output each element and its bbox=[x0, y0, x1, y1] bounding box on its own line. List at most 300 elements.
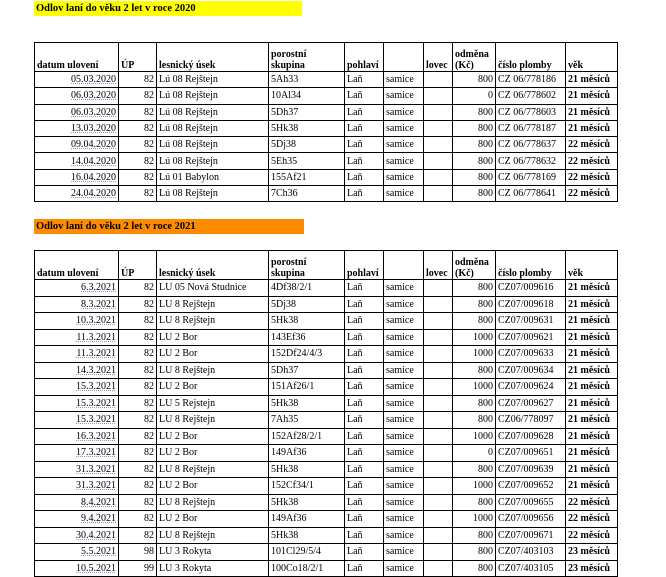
cell-pohlavi: Laň bbox=[345, 88, 384, 104]
table-row bbox=[35, 280, 618, 297]
cell-up: 82 bbox=[119, 120, 157, 136]
table-row bbox=[35, 412, 618, 429]
cell-datum: 15.3.2021 bbox=[35, 395, 119, 412]
cell-odmena: 0 bbox=[453, 88, 496, 104]
cell-up: 82 bbox=[119, 137, 157, 153]
cell-sex: samice bbox=[384, 313, 424, 330]
cell-vek: 21 měsíců bbox=[566, 412, 618, 429]
cell-up: 82 bbox=[119, 169, 157, 185]
cell-plomba: CZ07/009633 bbox=[496, 346, 566, 363]
cell-usek: LU 8 Rejštejn bbox=[157, 362, 269, 379]
cell-usek: LU 8 Rejštejn bbox=[157, 494, 269, 511]
cell-skupina: 7Ch36 bbox=[269, 186, 345, 202]
col-plomba: číslo plomby bbox=[496, 251, 566, 280]
table-row bbox=[35, 560, 618, 577]
cell-pohlavi: Laň bbox=[345, 153, 384, 169]
cell-datum: 14.04.2020 bbox=[35, 153, 119, 169]
cell-vek: 22 měsíců bbox=[566, 494, 618, 511]
cell-datum: 6.3.2021 bbox=[35, 280, 119, 297]
cell-vek: 22 měsíců bbox=[566, 169, 618, 185]
cell-sex: samice bbox=[384, 478, 424, 495]
col-pohlavi: pohlaví bbox=[345, 251, 384, 280]
cell-datum: 8.3.2021 bbox=[35, 296, 119, 313]
col-up: ÚP bbox=[119, 43, 157, 72]
cell-sex: samice bbox=[384, 346, 424, 363]
cell-skupina: 10Al34 bbox=[269, 88, 345, 104]
cell-vek: 21 měsíců bbox=[566, 313, 618, 330]
cell-up: 82 bbox=[119, 527, 157, 544]
cell-lovec bbox=[424, 379, 453, 396]
cell-lovec bbox=[424, 478, 453, 495]
cell-sex: samice bbox=[384, 104, 424, 120]
cell-up: 82 bbox=[119, 104, 157, 120]
cell-odmena: 800 bbox=[453, 395, 496, 412]
cell-odmena: 1000 bbox=[453, 511, 496, 528]
cell-lovec bbox=[424, 362, 453, 379]
col-odmena: odměna (Kč) bbox=[453, 251, 496, 280]
cell-usek: LU 2 Bor bbox=[157, 379, 269, 396]
cell-pohlavi: Laň bbox=[345, 445, 384, 462]
table-row bbox=[35, 186, 618, 202]
cell-usek: Lú 08 Rejštejn bbox=[157, 153, 269, 169]
cell-lovec bbox=[424, 428, 453, 445]
cell-up: 82 bbox=[119, 395, 157, 412]
cell-up: 82 bbox=[119, 445, 157, 462]
cell-usek: LU 8 Rejštejn bbox=[157, 296, 269, 313]
cell-odmena: 800 bbox=[453, 560, 496, 577]
cell-vek: 23 měsíců bbox=[566, 560, 618, 577]
cell-skupina: 5Dj38 bbox=[269, 137, 345, 153]
cell-lovec bbox=[424, 120, 453, 136]
table-row bbox=[35, 494, 618, 511]
cell-lovec bbox=[424, 412, 453, 429]
cell-pohlavi: Laň bbox=[345, 72, 384, 88]
cell-lovec bbox=[424, 527, 453, 544]
cell-plomba: CZ 06/778603 bbox=[496, 104, 566, 120]
cell-skupina: 5Hk38 bbox=[269, 313, 345, 330]
cell-odmena: 800 bbox=[453, 186, 496, 202]
cell-up: 82 bbox=[119, 186, 157, 202]
cell-lovec bbox=[424, 560, 453, 577]
col-vek: věk bbox=[566, 251, 618, 280]
cell-usek: LU 8 Rejštejn bbox=[157, 412, 269, 429]
cell-up: 82 bbox=[119, 88, 157, 104]
cell-pohlavi: Laň bbox=[345, 137, 384, 153]
cell-skupina: 5Hk38 bbox=[269, 494, 345, 511]
cell-vek: 22 měsíců bbox=[566, 511, 618, 528]
cell-up: 82 bbox=[119, 346, 157, 363]
table-row bbox=[35, 511, 618, 528]
cell-odmena: 1000 bbox=[453, 428, 496, 445]
cell-plomba: CZ 06/778632 bbox=[496, 153, 566, 169]
cell-odmena: 800 bbox=[453, 153, 496, 169]
cell-odmena: 800 bbox=[453, 527, 496, 544]
cell-up: 99 bbox=[119, 560, 157, 577]
cell-pohlavi: Laň bbox=[345, 560, 384, 577]
col-vek: věk bbox=[566, 43, 618, 72]
cell-datum: 15.3.2021 bbox=[35, 379, 119, 396]
cell-odmena: 800 bbox=[453, 169, 496, 185]
cell-sex: samice bbox=[384, 560, 424, 577]
cell-pohlavi: Laň bbox=[345, 379, 384, 396]
cell-sex: samice bbox=[384, 153, 424, 169]
cell-odmena: 1000 bbox=[453, 478, 496, 495]
cell-sex: samice bbox=[384, 329, 424, 346]
cell-usek: LU 05 Nová Studnice bbox=[157, 280, 269, 297]
cell-vek: 21 měsíců bbox=[566, 72, 618, 88]
cell-lovec bbox=[424, 544, 453, 561]
col-blank bbox=[384, 251, 424, 280]
cell-usek: LU 2 Bor bbox=[157, 329, 269, 346]
cell-odmena: 800 bbox=[453, 120, 496, 136]
table-row bbox=[35, 461, 618, 478]
cell-up: 98 bbox=[119, 544, 157, 561]
cell-sex: samice bbox=[384, 395, 424, 412]
cell-lovec bbox=[424, 346, 453, 363]
cell-skupina: 100Co18/2/1 bbox=[269, 560, 345, 577]
cell-odmena: 800 bbox=[453, 296, 496, 313]
table-row bbox=[35, 362, 618, 379]
table-row bbox=[35, 313, 618, 330]
cell-sex: samice bbox=[384, 88, 424, 104]
cell-pohlavi: Laň bbox=[345, 428, 384, 445]
cell-pohlavi: Laň bbox=[345, 186, 384, 202]
cell-up: 82 bbox=[119, 428, 157, 445]
cell-lovec bbox=[424, 280, 453, 297]
cell-vek: 22 měsíců bbox=[566, 186, 618, 202]
cell-odmena: 0 bbox=[453, 445, 496, 462]
cell-skupina: 7Ah35 bbox=[269, 412, 345, 429]
table-row bbox=[35, 346, 618, 363]
cell-plomba: CZ07/009651 bbox=[496, 445, 566, 462]
cell-skupina: 152Af28/2/1 bbox=[269, 428, 345, 445]
cell-sex: samice bbox=[384, 412, 424, 429]
cell-usek: Lú 08 Rejštejn bbox=[157, 186, 269, 202]
cell-datum: 17.3.2021 bbox=[35, 445, 119, 462]
table-header-row bbox=[35, 251, 618, 280]
cell-datum: 11.3.2021 bbox=[35, 346, 119, 363]
cell-usek: LU 2 Bor bbox=[157, 478, 269, 495]
cell-lovec bbox=[424, 296, 453, 313]
table-row bbox=[35, 88, 618, 104]
cell-datum: 31.3.2021 bbox=[35, 461, 119, 478]
cell-sex: samice bbox=[384, 120, 424, 136]
cell-pohlavi: Laň bbox=[345, 346, 384, 363]
cell-skupina: 5Hk38 bbox=[269, 120, 345, 136]
cell-pohlavi: Laň bbox=[345, 478, 384, 495]
cell-odmena: 800 bbox=[453, 412, 496, 429]
table-row bbox=[35, 379, 618, 396]
cell-lovec bbox=[424, 445, 453, 462]
table-header-row bbox=[35, 43, 618, 72]
cell-plomba: CZ07/009652 bbox=[496, 478, 566, 495]
col-datum: datum ulovení bbox=[35, 43, 119, 72]
cell-plomba: CZ 06/778187 bbox=[496, 120, 566, 136]
cell-lovec bbox=[424, 461, 453, 478]
cell-skupina: 151Af26/1 bbox=[269, 379, 345, 396]
cell-vek: 21 měsíců bbox=[566, 445, 618, 462]
heading-2020: Odlov laní do věku 2 let v roce 2020 bbox=[34, 1, 302, 16]
col-plomba: číslo plomby bbox=[496, 43, 566, 72]
cell-odmena: 800 bbox=[453, 494, 496, 511]
cell-usek: Lú 08 Rejštejn bbox=[157, 137, 269, 153]
cell-up: 82 bbox=[119, 379, 157, 396]
cell-plomba: CZ07/009621 bbox=[496, 329, 566, 346]
cell-datum: 31.3.2021 bbox=[35, 478, 119, 495]
cell-vek: 21 měsíců bbox=[566, 478, 618, 495]
table-row bbox=[35, 445, 618, 462]
cell-pohlavi: Laň bbox=[345, 527, 384, 544]
cell-vek: 23 měsíců bbox=[566, 544, 618, 561]
table-2021 bbox=[34, 250, 618, 577]
cell-usek: Lú 01 Babylon bbox=[157, 169, 269, 185]
cell-plomba: CZ07/403105 bbox=[496, 560, 566, 577]
cell-vek: 22 měsíců bbox=[566, 527, 618, 544]
cell-usek: LU 8 Rejštejn bbox=[157, 461, 269, 478]
cell-skupina: 5Dj38 bbox=[269, 296, 345, 313]
cell-plomba: CZ 06/778637 bbox=[496, 137, 566, 153]
table-row bbox=[35, 527, 618, 544]
table-row bbox=[35, 296, 618, 313]
cell-odmena: 800 bbox=[453, 280, 496, 297]
cell-datum: 24.04.2020 bbox=[35, 186, 119, 202]
cell-pohlavi: Laň bbox=[345, 511, 384, 528]
heading-2021: Odlov laní do věku 2 let v roce 2021 bbox=[34, 219, 304, 234]
col-odmena: odměna (Kč) bbox=[453, 43, 496, 72]
cell-vek: 21 měsíců bbox=[566, 280, 618, 297]
cell-lovec bbox=[424, 395, 453, 412]
cell-datum: 10.3.2021 bbox=[35, 313, 119, 330]
cell-pohlavi: Laň bbox=[345, 296, 384, 313]
cell-odmena: 800 bbox=[453, 461, 496, 478]
table-row bbox=[35, 169, 618, 185]
cell-plomba: CZ 06/778602 bbox=[496, 88, 566, 104]
cell-vek: 21 měsíců bbox=[566, 329, 618, 346]
table-row bbox=[35, 137, 618, 153]
cell-pohlavi: Laň bbox=[345, 461, 384, 478]
cell-plomba: CZ07/009655 bbox=[496, 494, 566, 511]
col-skupina: porostní skupina bbox=[269, 43, 345, 72]
cell-lovec bbox=[424, 137, 453, 153]
cell-skupina: 4Df38/2/1 bbox=[269, 280, 345, 297]
cell-up: 82 bbox=[119, 362, 157, 379]
cell-up: 82 bbox=[119, 461, 157, 478]
cell-pohlavi: Laň bbox=[345, 494, 384, 511]
cell-lovec bbox=[424, 169, 453, 185]
cell-datum: 16.04.2020 bbox=[35, 169, 119, 185]
cell-up: 82 bbox=[119, 153, 157, 169]
cell-sex: samice bbox=[384, 72, 424, 88]
table-row bbox=[35, 478, 618, 495]
cell-skupina: 5Hk38 bbox=[269, 527, 345, 544]
cell-up: 82 bbox=[119, 72, 157, 88]
cell-skupina: 152Cf34/1 bbox=[269, 478, 345, 495]
cell-lovec bbox=[424, 329, 453, 346]
table-row bbox=[35, 153, 618, 169]
col-skupina: porostní skupina bbox=[269, 251, 345, 280]
table-row bbox=[35, 72, 618, 88]
cell-usek: LU 2 Bor bbox=[157, 445, 269, 462]
cell-skupina: 5Hk38 bbox=[269, 461, 345, 478]
cell-datum: 8.4.2021 bbox=[35, 494, 119, 511]
cell-datum: 14.3.2021 bbox=[35, 362, 119, 379]
cell-datum: 30.4.2021 bbox=[35, 527, 119, 544]
cell-lovec bbox=[424, 88, 453, 104]
cell-usek: LU 8 Rejštejn bbox=[157, 313, 269, 330]
cell-skupina: 5Ah33 bbox=[269, 72, 345, 88]
cell-usek: LU 2 Bor bbox=[157, 428, 269, 445]
cell-pohlavi: Laň bbox=[345, 280, 384, 297]
cell-sex: samice bbox=[384, 544, 424, 561]
cell-skupina: 5Dh37 bbox=[269, 362, 345, 379]
cell-datum: 06.03.2020 bbox=[35, 104, 119, 120]
cell-up: 82 bbox=[119, 329, 157, 346]
cell-datum: 15.3.2021 bbox=[35, 412, 119, 429]
cell-pohlavi: Laň bbox=[345, 169, 384, 185]
cell-odmena: 1000 bbox=[453, 379, 496, 396]
cell-lovec bbox=[424, 511, 453, 528]
col-lovec: lovec bbox=[424, 43, 453, 72]
cell-sex: samice bbox=[384, 511, 424, 528]
cell-lovec bbox=[424, 72, 453, 88]
cell-plomba: CZ07/009631 bbox=[496, 313, 566, 330]
cell-vek: 22 měsíců bbox=[566, 137, 618, 153]
cell-plomba: CZ07/009628 bbox=[496, 428, 566, 445]
cell-pohlavi: Laň bbox=[345, 412, 384, 429]
cell-pohlavi: Laň bbox=[345, 120, 384, 136]
cell-datum: 05.03.2020 bbox=[35, 72, 119, 88]
table-row bbox=[35, 329, 618, 346]
cell-sex: samice bbox=[384, 362, 424, 379]
cell-plomba: CZ 06/778169 bbox=[496, 169, 566, 185]
cell-odmena: 800 bbox=[453, 72, 496, 88]
cell-odmena: 800 bbox=[453, 104, 496, 120]
cell-vek: 21 měsíců bbox=[566, 461, 618, 478]
cell-vek: 21 měsíců bbox=[566, 379, 618, 396]
cell-odmena: 1000 bbox=[453, 346, 496, 363]
cell-plomba: CZ07/009624 bbox=[496, 379, 566, 396]
cell-pohlavi: Laň bbox=[345, 395, 384, 412]
cell-odmena: 800 bbox=[453, 362, 496, 379]
col-usek: lesnický úsek bbox=[157, 251, 269, 280]
cell-datum: 5.5.2021 bbox=[35, 544, 119, 561]
cell-skupina: 5Hk38 bbox=[269, 395, 345, 412]
cell-sex: samice bbox=[384, 186, 424, 202]
cell-sex: samice bbox=[384, 445, 424, 462]
cell-vek: 21 měsíců bbox=[566, 120, 618, 136]
cell-vek: 21 měsíců bbox=[566, 346, 618, 363]
table-row bbox=[35, 428, 618, 445]
cell-datum: 10.5.2021 bbox=[35, 560, 119, 577]
cell-skupina: 5Eh35 bbox=[269, 153, 345, 169]
cell-usek: LU 2 Bor bbox=[157, 511, 269, 528]
cell-odmena: 1000 bbox=[453, 329, 496, 346]
cell-vek: 21 měsíců bbox=[566, 362, 618, 379]
cell-up: 82 bbox=[119, 511, 157, 528]
cell-plomba: CZ07/009618 bbox=[496, 296, 566, 313]
cell-lovec bbox=[424, 153, 453, 169]
cell-plomba: CZ07/009634 bbox=[496, 362, 566, 379]
cell-usek: LU 8 Rejštejn bbox=[157, 527, 269, 544]
cell-usek: Lú 08 Rejštejn bbox=[157, 104, 269, 120]
cell-up: 82 bbox=[119, 313, 157, 330]
cell-sex: samice bbox=[384, 461, 424, 478]
cell-plomba: CZ 06/778641 bbox=[496, 186, 566, 202]
cell-sex: samice bbox=[384, 280, 424, 297]
cell-plomba: CZ06/778097 bbox=[496, 412, 566, 429]
cell-usek: LU 3 Rokyta bbox=[157, 544, 269, 561]
cell-odmena: 800 bbox=[453, 313, 496, 330]
cell-lovec bbox=[424, 494, 453, 511]
col-usek: lesnický úsek bbox=[157, 43, 269, 72]
cell-sex: samice bbox=[384, 169, 424, 185]
cell-lovec bbox=[424, 186, 453, 202]
cell-usek: Lú 08 Rejštejn bbox=[157, 120, 269, 136]
cell-skupina: 152Df24/4/3 bbox=[269, 346, 345, 363]
cell-up: 82 bbox=[119, 280, 157, 297]
cell-pohlavi: Laň bbox=[345, 329, 384, 346]
col-up: ÚP bbox=[119, 251, 157, 280]
cell-vek: 21 měsíců bbox=[566, 88, 618, 104]
cell-sex: samice bbox=[384, 296, 424, 313]
cell-sex: samice bbox=[384, 379, 424, 396]
cell-datum: 09.04.2020 bbox=[35, 137, 119, 153]
cell-sex: samice bbox=[384, 494, 424, 511]
cell-skupina: 149Af36 bbox=[269, 445, 345, 462]
cell-datum: 9.4.2021 bbox=[35, 511, 119, 528]
col-lovec: lovec bbox=[424, 251, 453, 280]
cell-odmena: 800 bbox=[453, 544, 496, 561]
cell-odmena: 800 bbox=[453, 137, 496, 153]
cell-vek: 21 měsíců bbox=[566, 395, 618, 412]
cell-lovec bbox=[424, 313, 453, 330]
cell-pohlavi: Laň bbox=[345, 544, 384, 561]
cell-up: 82 bbox=[119, 494, 157, 511]
cell-pohlavi: Laň bbox=[345, 104, 384, 120]
cell-pohlavi: Laň bbox=[345, 313, 384, 330]
cell-skupina: 5Dh37 bbox=[269, 104, 345, 120]
cell-plomba: CZ07/009616 bbox=[496, 280, 566, 297]
cell-sex: samice bbox=[384, 527, 424, 544]
cell-skupina: 155Af21 bbox=[269, 169, 345, 185]
cell-datum: 06.03.2020 bbox=[35, 88, 119, 104]
table-2020 bbox=[34, 42, 618, 202]
cell-usek: Lú 08 Rejštejn bbox=[157, 72, 269, 88]
cell-vek: 21 měsíců bbox=[566, 428, 618, 445]
cell-usek: LU 3 Rokyta bbox=[157, 560, 269, 577]
col-pohlavi: pohlaví bbox=[345, 43, 384, 72]
table-row bbox=[35, 395, 618, 412]
cell-vek: 21 měsíců bbox=[566, 296, 618, 313]
col-blank bbox=[384, 43, 424, 72]
cell-sex: samice bbox=[384, 137, 424, 153]
cell-up: 82 bbox=[119, 478, 157, 495]
cell-up: 82 bbox=[119, 412, 157, 429]
cell-lovec bbox=[424, 104, 453, 120]
cell-plomba: CZ07/009671 bbox=[496, 527, 566, 544]
cell-sex: samice bbox=[384, 428, 424, 445]
cell-skupina: 101Cl29/5/4 bbox=[269, 544, 345, 561]
cell-plomba: CZ07/009639 bbox=[496, 461, 566, 478]
cell-plomba: CZ07/403103 bbox=[496, 544, 566, 561]
table-row bbox=[35, 544, 618, 561]
cell-skupina: 143Ef36 bbox=[269, 329, 345, 346]
cell-plomba: CZ 06/778186 bbox=[496, 72, 566, 88]
cell-plomba: CZ07/009656 bbox=[496, 511, 566, 528]
cell-skupina: 149Af36 bbox=[269, 511, 345, 528]
cell-pohlavi: Laň bbox=[345, 362, 384, 379]
cell-vek: 22 měsíců bbox=[566, 153, 618, 169]
